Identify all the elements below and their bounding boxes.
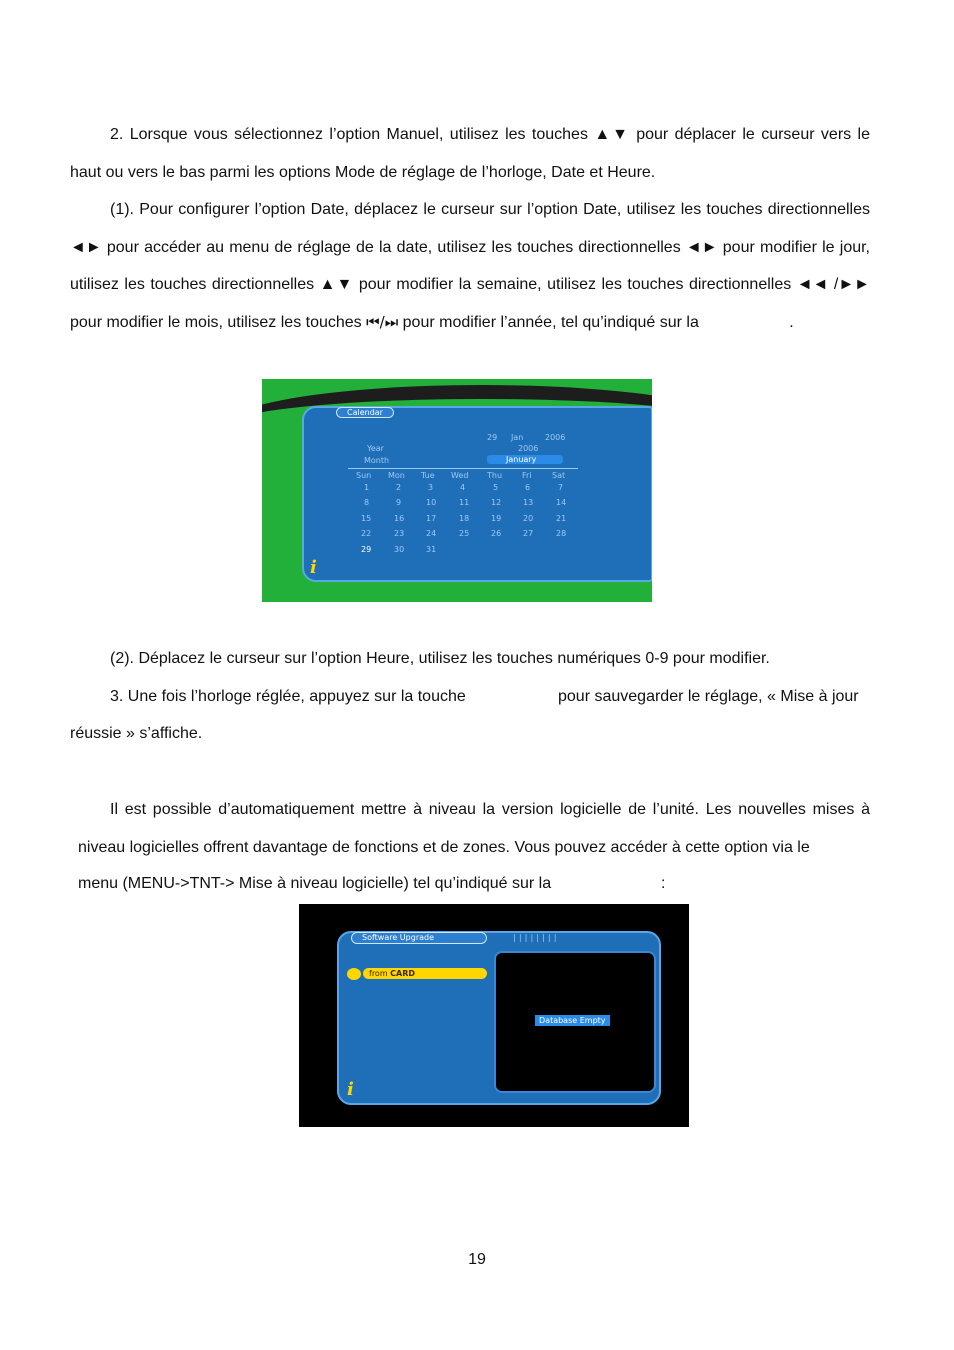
day-cell[interactable]: 11 [459, 498, 470, 507]
day-cell[interactable]: 5 [493, 483, 499, 492]
year-value: 2006 [518, 444, 539, 453]
paragraph-date-setting: (1). Pour configurer l’option Date, déplacez le curseur sur l’option Date, utilisez les touches directionnelles ◄► pour accéder au menu de réglage de la date, utilisez les touches directionnelles ◄► pour modifier le jour, utilisez les touches directionnelles ▲▼ pour modifier la semaine, utilisez les touches directionnelles ◄◄ /►► pour modifier le mois, utilisez les touches ⏮/⏭ pour modifier l’année, tel qu’indiqué sur la . [70, 201, 870, 331]
current-month: Jan [511, 433, 524, 442]
from-card-option[interactable]: from CARD [363, 968, 487, 979]
paragraph-colon: : [661, 875, 666, 892]
database-status: Database Empty [535, 1015, 610, 1026]
day-cell[interactable]: 26 [491, 529, 502, 538]
year-label: Year [367, 444, 384, 453]
day-cell[interactable]: 9 [396, 498, 402, 507]
weekday-sun: Sun [356, 471, 372, 480]
calendar-divider [348, 468, 578, 469]
day-cell[interactable]: 20 [523, 514, 534, 523]
paragraph-software-upgrade: Il est possible d’automatiquement mettre à niveau la version logicielle de l’unité. Les nouvelles mises à niveau logicielles offrent davantage de fonctions et de zones. Vous pouvez accéder à cette option via le [78, 801, 870, 856]
month-label: Month [364, 456, 390, 465]
selection-bullet-icon [347, 968, 361, 980]
day-cell[interactable]: 2 [396, 483, 402, 492]
day-cell[interactable]: 17 [426, 514, 437, 523]
day-cell[interactable]: 30 [394, 545, 405, 554]
day-cell[interactable]: 10 [426, 498, 437, 507]
day-cell[interactable]: 12 [491, 498, 502, 507]
weekday-mon: Mon [388, 471, 405, 480]
day-cell[interactable]: 3 [428, 483, 434, 492]
paragraph-save-step-c: réussie » s’affiche. [70, 725, 203, 742]
day-cell[interactable]: 15 [361, 514, 372, 523]
page-number: 19 [468, 1251, 486, 1268]
day-cell[interactable]: 14 [556, 498, 567, 507]
day-cell[interactable]: 19 [491, 514, 502, 523]
day-cell[interactable]: 25 [459, 529, 470, 538]
day-cell[interactable]: 1 [364, 483, 370, 492]
calendar-screenshot [262, 379, 652, 602]
info-icon: i [310, 557, 317, 578]
day-cell[interactable]: 27 [523, 529, 534, 538]
day-cell[interactable]: 31 [426, 545, 437, 554]
upgrade-title: Software Upgrade [351, 932, 487, 944]
software-upgrade-screenshot [299, 904, 689, 1127]
current-day: 29 [487, 433, 498, 442]
day-cell[interactable]: 6 [525, 483, 531, 492]
prev-next-icon: ⏮/⏭ [366, 312, 399, 331]
month-value: January [506, 455, 537, 464]
day-cell[interactable]: 18 [459, 514, 470, 523]
day-cell[interactable]: 23 [394, 529, 405, 538]
weekday-thu: Thu [487, 471, 503, 480]
paragraph-manual-option: 2. Lorsque vous sélectionnez l’option Manuel, utilisez les touches ▲▼ pour déplacer le curseur vers le haut ou vers le bas parmi les options Mode de réglage de l’horloge, Date et Heure. [70, 126, 870, 181]
day-cell[interactable]: 22 [361, 529, 372, 538]
paragraph-time-setting: (2). Déplacez le curseur sur l’option Heure, utilisez les touches numériques 0-9 pour modifier. [110, 650, 770, 667]
weekday-sat: Sat [552, 471, 566, 480]
paragraph-save-step-b: pour sauvegarder le réglage, « Mise à jour [558, 688, 859, 705]
day-cell[interactable]: 7 [558, 483, 564, 492]
paragraph-save-step-a: 3. Une fois l’horloge réglée, appuyez sur la touche [110, 688, 466, 705]
weekday-wed: Wed [451, 471, 469, 480]
signal-ticks-decoration: |||||||| [512, 933, 559, 942]
day-cell[interactable]: 21 [556, 514, 567, 523]
day-cell-selected[interactable]: 29 [361, 545, 372, 554]
weekday-tue: Tue [421, 471, 435, 480]
day-cell[interactable]: 28 [556, 529, 567, 538]
day-cell[interactable]: 16 [394, 514, 405, 523]
day-cell[interactable]: 8 [364, 498, 370, 507]
paragraph-software-upgrade-last: menu (MENU->TNT-> Mise à niveau logicielle) tel qu’indiqué sur la [78, 875, 552, 892]
day-cell[interactable]: 4 [460, 483, 466, 492]
calendar-title: Calendar [336, 407, 394, 418]
info-icon: i [347, 1079, 354, 1100]
day-cell[interactable]: 13 [523, 498, 534, 507]
calendar-panel [302, 406, 652, 582]
weekday-fri: Fri [522, 471, 532, 480]
day-cell[interactable]: 24 [426, 529, 437, 538]
current-year: 2006 [545, 433, 566, 442]
